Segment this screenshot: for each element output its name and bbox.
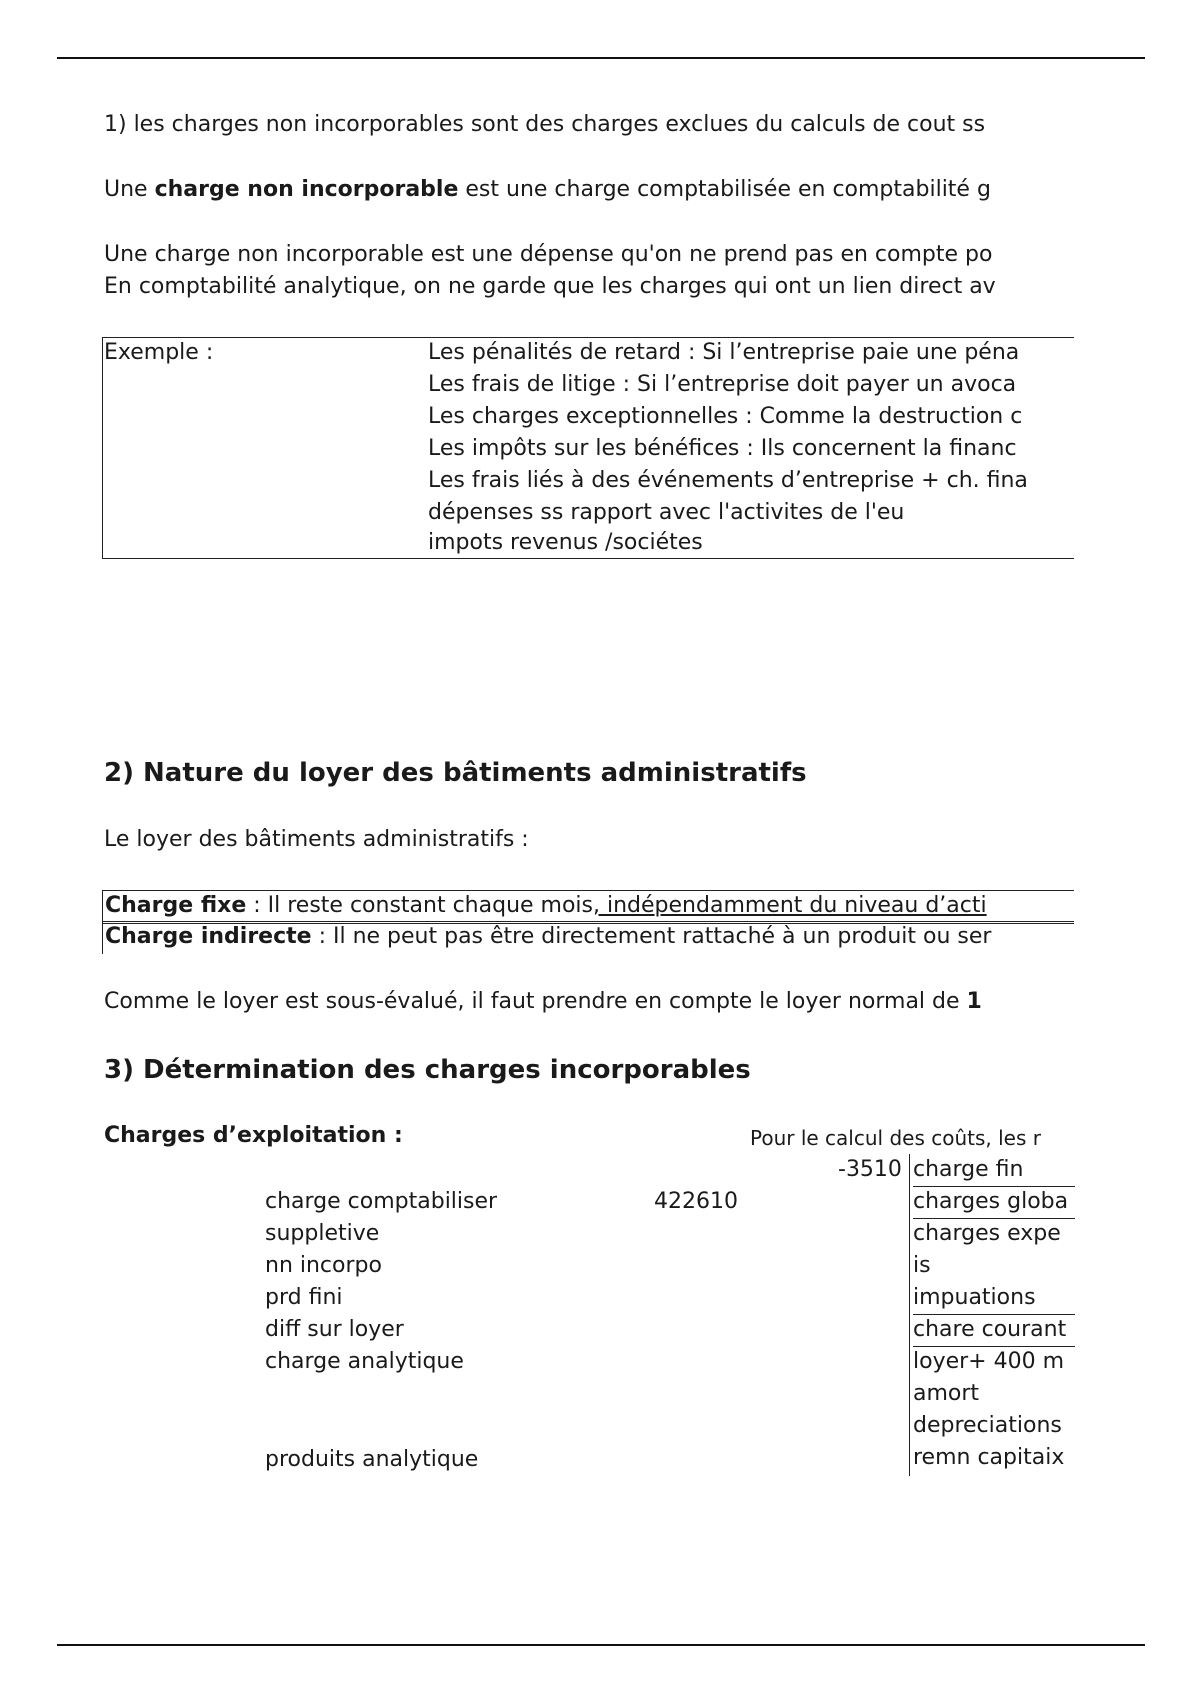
section1-line3-text: Une charge non incorporable est une dépense qu'on ne prend pas en compte po <box>104 242 993 267</box>
negative-value: -3510 <box>838 1157 902 1182</box>
section2-intro <box>104 824 1074 858</box>
line2-pre: Une <box>104 177 155 202</box>
left-label-nn-incorpo: nn incorpo <box>265 1253 382 1278</box>
section2-intro-text: Le loyer des bâtiments administratifs : <box>104 827 529 852</box>
section2-comment <box>104 986 1074 1020</box>
left-label-produits-analytique: produits analytique <box>265 1447 479 1472</box>
charge-indirecte-row <box>102 921 1074 954</box>
right-item: is <box>913 1253 931 1278</box>
charge-fixe-row <box>102 890 1074 924</box>
charge-nature-box <box>102 890 1074 954</box>
charge-fixe-underlined: , indépendamment du niveau d’acti <box>593 893 987 918</box>
example-item: Les frais liés à des événements d’entreprise + ch. fina <box>428 468 1028 493</box>
line2-bold: charge non incorporable <box>154 177 459 202</box>
charge-indirecte-label: Charge indirecte <box>105 924 312 949</box>
right-column <box>909 1154 1075 1476</box>
footer-rule <box>57 1644 1145 1646</box>
left-label-suppletive: suppletive <box>265 1221 380 1246</box>
left-label-charge-comptabiliser: charge comptabiliser <box>265 1189 498 1214</box>
section1-line1-text: 1) les charges non incorporables sont des charges exclues du calculs de cout ss <box>104 112 986 137</box>
right-item: charges expe <box>913 1221 1061 1246</box>
example-box <box>102 337 1074 563</box>
left-label-diff-loyer: diff sur loyer <box>265 1317 404 1342</box>
right-item: charge fin <box>913 1154 1075 1187</box>
section2-comment-text <box>104 986 982 1018</box>
section1-line4 <box>104 271 1074 305</box>
left-label-charge-analytique: charge analytique <box>265 1349 464 1374</box>
example-item: Les frais de litige : Si l’entreprise doit payer un avoca <box>428 372 1017 397</box>
example-item: Les pénalités de retard : Si l’entreprise paie une péna <box>428 340 1020 365</box>
note-clip <box>750 1124 1074 1156</box>
charge-fixe-label: Charge fixe <box>105 893 247 918</box>
section1-line1 <box>104 109 1074 143</box>
right-item: amort <box>913 1381 980 1406</box>
charges-exploitation-title: Charges d’exploitation : <box>104 1123 403 1148</box>
section1-line2-text <box>104 174 991 206</box>
section3-title: 3) Détermination des charges incorporables <box>104 1055 751 1085</box>
example-label: Exemple : <box>104 340 214 365</box>
section1-line2 <box>104 174 1074 208</box>
example-item: Les charges exceptionnelles : Comme la destruction c <box>428 404 1023 429</box>
right-item: chare courant <box>913 1314 1075 1347</box>
charge-comptabiliser-value: 422610 <box>654 1189 738 1214</box>
right-item: depreciations <box>913 1413 1062 1438</box>
comment-text: Comme le loyer est sous-évalué, il faut prendre en compte le loyer normal de <box>104 989 967 1014</box>
example-item: dépenses ss rapport avec l'activites de l'eu <box>428 500 905 525</box>
charge-fixe-text: : Il reste constant chaque mois <box>246 893 594 918</box>
section1-line4-text: En comptabilité analytique, on ne garde que les charges qui ont un lien direct av <box>104 274 996 299</box>
right-item: loyer+ 400 m <box>913 1349 1065 1374</box>
header-rule <box>57 57 1145 59</box>
line2-post: est une charge comptabilisée en comptabilité g <box>458 177 991 202</box>
right-item: impuations <box>913 1282 1075 1315</box>
right-item: remn capitaix <box>913 1445 1065 1470</box>
section1-line3 <box>104 239 1074 273</box>
right-item: charges globa <box>913 1186 1075 1219</box>
comment-bold: 1 <box>966 989 982 1014</box>
calc-note: Pour le calcul des coûts, les r <box>750 1126 1041 1150</box>
section2-title: 2) Nature du loyer des bâtiments administratifs <box>104 758 807 788</box>
example-item: impots revenus /sociétes <box>428 530 703 555</box>
example-item: Les impôts sur les bénéfices : Ils concernent la financ <box>428 436 1017 461</box>
charge-indirecte-text: : Il ne peut pas être directement rattaché à un produit ou ser <box>311 924 992 949</box>
left-label-prd-fini: prd fini <box>265 1285 343 1310</box>
